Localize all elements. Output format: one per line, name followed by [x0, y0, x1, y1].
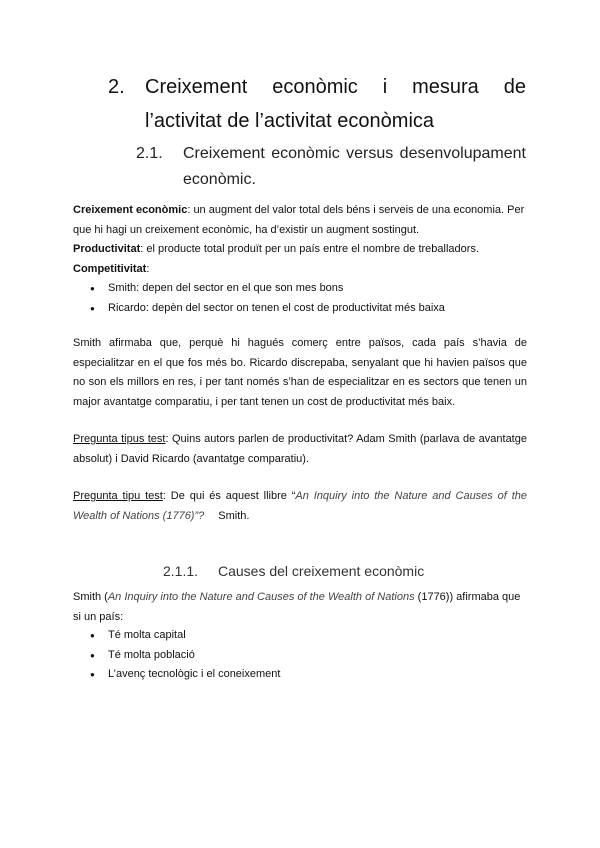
- smith-ricardo-paragraph: [73, 334, 527, 412]
- test-question-2: [73, 487, 527, 526]
- definition-productivitat-text: : el producte total produït per un país entre el nombre de treballadors.: [140, 243, 479, 255]
- term-creixement: Creixement econòmic: [73, 204, 188, 216]
- test-question-1: [73, 430, 527, 469]
- causes-text-end: (1776)) afirmaba que: [414, 591, 521, 603]
- definition-competitivitat: [73, 260, 527, 280]
- paragraph-line: major avantatge comparatiu, i per tant tenen un cost de productivitat més baix.: [73, 395, 456, 408]
- heading-2: [136, 141, 526, 193]
- list-item: [90, 626, 280, 646]
- list-item: [90, 279, 445, 299]
- competitivitat-colon: :: [146, 262, 150, 275]
- bullet-icon: ●: [90, 670, 95, 679]
- list-item-text: Té molta població: [108, 648, 195, 661]
- closing-quote: ”?: [194, 509, 205, 522]
- list-item-text: L’avenç tecnològic i el coneixement: [108, 668, 281, 680]
- definition-productivitat: [73, 240, 527, 260]
- test-question-2-line-1: [73, 487, 527, 507]
- heading-1-line-1: Creixement econòmic i mesura de: [145, 76, 526, 98]
- test-question-2-line-2: [73, 507, 527, 527]
- competitivitat-list: [90, 279, 445, 318]
- book-title-cont: Wealth of Nations (1776): [73, 509, 195, 522]
- list-item: [90, 299, 445, 319]
- list-item: [90, 646, 280, 666]
- bullet-icon: ●: [90, 284, 95, 293]
- list-item-text: Té molta capital: [108, 629, 186, 641]
- definition-creixement-line-2: que hi hagi un creixement econòmic, ha d’existir un augment sostingut.: [73, 223, 420, 236]
- paragraph-line: Smith afirmaba que, perquè hi hagués comerç entre països, cada país s’havia de: [73, 337, 527, 349]
- paragraph-line: especialitzar en el que fos més bo. Ricardo discrepaba, senyalant que hi havien països que: [73, 356, 527, 369]
- causes-paragraph: [73, 588, 527, 627]
- heading-2-line-2: econòmic.: [183, 171, 256, 188]
- heading-3-number: 2.1.1.: [163, 563, 199, 579]
- book-title: An Inquiry into the Nature and Causes of the: [295, 490, 528, 502]
- term-competitivitat: Competitivitat: [73, 262, 147, 275]
- list-item: [90, 665, 280, 685]
- paragraph-line: no son els millors en res, i per tant només s’han de especialitzar en es sectors que tenen un: [73, 376, 527, 388]
- heading-2-number: 2.1.: [136, 145, 163, 162]
- term-productivitat: Productivitat: [73, 243, 141, 255]
- causes-line-2: si un país:: [73, 610, 124, 623]
- heading-1-line-2: l’activitat de l’activitat econòmica: [145, 110, 435, 132]
- causes-list: [90, 626, 280, 685]
- test-question-2-text: : De qui és aquest llibre “: [162, 490, 296, 502]
- heading-1-number: 2.: [108, 76, 125, 98]
- causes-line-1: [73, 588, 527, 608]
- test-label: Pregunta tipu test: [73, 490, 163, 502]
- test-question-1-text: : Quins autors parlen de productivitat? Adam Smith (parlava de avantatge: [165, 433, 527, 445]
- definition-creixement: [73, 201, 527, 221]
- test-question-1-line-2: absolut) i David Ricardo (avantatge comparatiu).: [73, 452, 310, 465]
- definitions-block: [73, 201, 527, 279]
- answer-text: Smith.: [218, 509, 250, 522]
- test-label: Pregunta tipus test: [73, 433, 166, 445]
- list-item-text: Smith: depen del sector en el que son mes bons: [108, 282, 344, 294]
- heading-3: [163, 563, 424, 579]
- heading-2-line-1: Creixement econòmic versus desenvolupament: [183, 145, 526, 162]
- test-question-1-line-1: [73, 430, 527, 450]
- causes-text: Smith (: [73, 591, 108, 603]
- heading-1: [108, 70, 526, 138]
- book-title: An Inquiry into the Nature and Causes of the Wealth of Nations: [107, 591, 415, 603]
- heading-3-title: Causes del creixement econòmic: [218, 563, 425, 579]
- definition-creixement-text: : un augment del valor total dels béns i serveis de una economia. Per: [187, 204, 525, 216]
- bullet-icon: ●: [90, 650, 95, 660]
- list-item-text: Ricardo: depèn del sector on tenen el cost de productivitat més baixa: [108, 301, 445, 314]
- bullet-icon: ●: [90, 303, 95, 313]
- bullet-icon: ●: [90, 631, 95, 640]
